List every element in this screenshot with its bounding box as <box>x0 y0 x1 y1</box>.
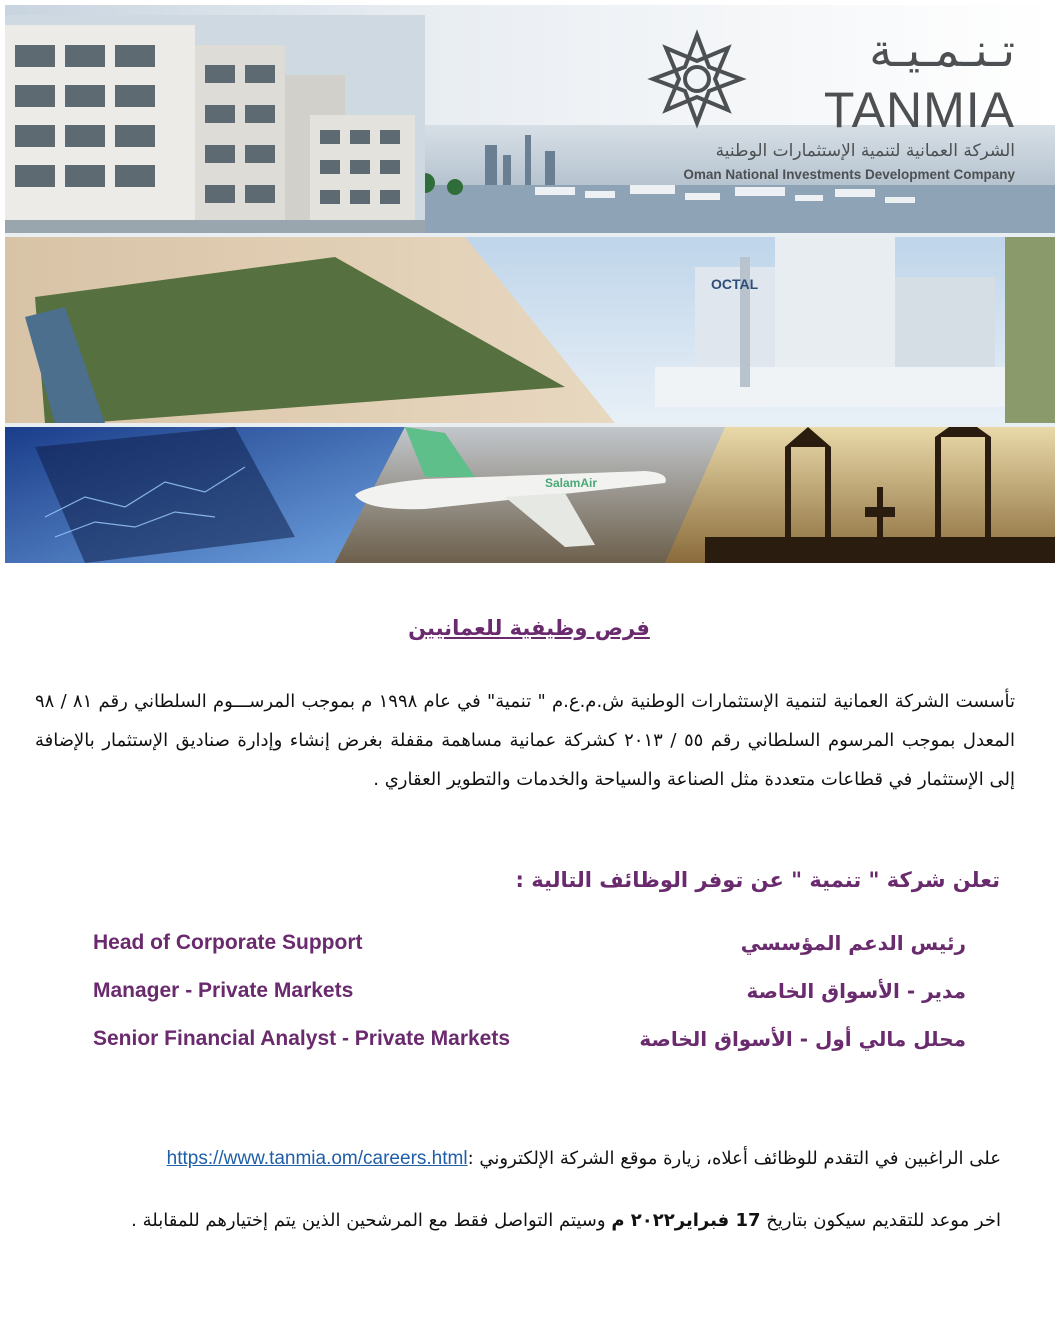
careers-link[interactable]: https://www.tanmia.om/careers.html <box>166 1148 468 1169</box>
logo-english-company: Oman National Investments Development Company <box>683 167 1015 182</box>
logo-arabic-name: تـنـمـيـة <box>869 23 1015 77</box>
banner-row-real-estate <box>5 5 1055 233</box>
logo-arabic-company: الشركة العمانية لتنمية الإستثمارات الوطنية <box>715 141 1015 161</box>
banner-row-industry <box>5 237 1055 423</box>
deadline-suffix: وسيتم التواصل فقط مع المرشحين الذين يتم إختيارهم للمقابلة . <box>131 1210 606 1231</box>
page-title: فرص وظيفية للعمانيين <box>408 616 650 640</box>
job-title-en: Senior Financial Analyst - Private Markets <box>93 1027 511 1050</box>
tanmia-logo <box>655 23 1015 193</box>
tanmia-star-icon <box>647 29 747 129</box>
job-list-english <box>93 925 510 1069</box>
job-list-arabic <box>639 925 966 1069</box>
apply-text: على الراغبين في التقدم للوظائف أعلاه، زيارة موقع الشركة الإلكتروني : <box>467 1148 1001 1169</box>
apply-instructions <box>167 1148 1001 1170</box>
deadline-prefix: اخر موعد للتقديم سيكون بتاريخ <box>766 1210 1001 1231</box>
job-title-ar: رئيس الدعم المؤسسي <box>740 931 966 955</box>
job-title-en: Manager - Private Markets <box>93 979 354 1002</box>
announcement-heading: تعلن شركة " تنمية " عن توفر الوظائف التالية : <box>515 868 1000 892</box>
deadline-date: 17 فبراير٢٠٢٢ م <box>611 1210 761 1231</box>
factory-sign: OCTAL <box>711 276 759 292</box>
job-title-en: Head of Corporate Support <box>93 931 363 954</box>
logo-english-name: TANMIA <box>823 82 1015 138</box>
deadline-notice <box>131 1210 1001 1231</box>
plane-livery: SalamAir <box>545 476 598 490</box>
banner-row-services <box>5 427 1055 563</box>
apartment-building-image <box>5 15 425 233</box>
company-intro-paragraph: تأسست الشركة العمانية لتنمية الإستثمارات الوطنية ش.م.ع.م " تنمية" في عام ١٩٩٨ م بموجب المرســـوم السلطاني رقم ٨١ / ٩٨ المعدل بموجب المرسوم السلطاني رقم ٥٥ / ٢٠١٣ كشركة عمانية مساهمة مقفلة بغرض إنشاء وإدارة صناديق الإستثمار بالإضافة إلى الإستثمار في قطاعات متعددة مثل الصناعة والسياحة والخدمات والتطوير العقاري . <box>35 691 1015 790</box>
header-banner <box>5 5 1055 563</box>
job-title-ar: محلل مالي أول - الأسواق الخاصة <box>639 1027 966 1051</box>
job-title-ar: مدير - الأسواق الخاصة <box>746 979 966 1003</box>
